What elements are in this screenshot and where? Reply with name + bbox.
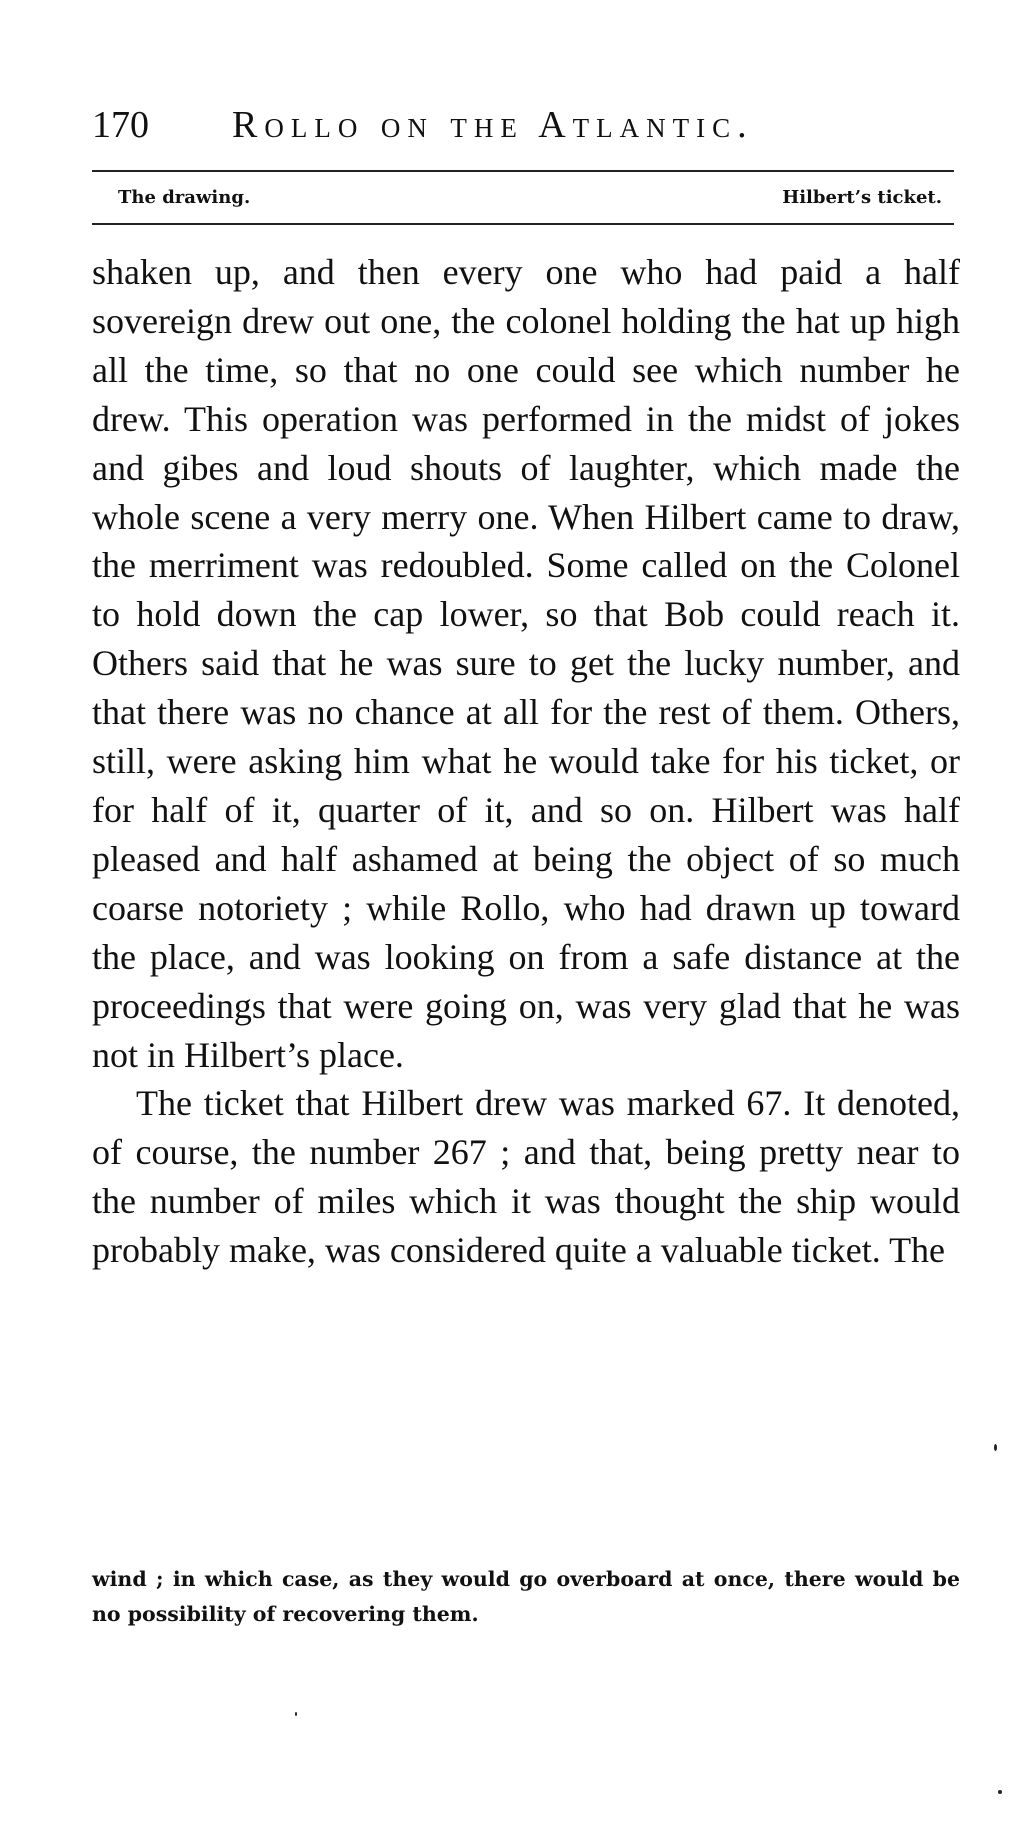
print-speck [994,1444,997,1451]
subhead-left: The drawing. [118,187,251,208]
paragraph-2: The ticket that Hilbert drew was marked 67. It denoted, of course, the number 267 ; and that, being pretty near to the number of miles which it was thought the ship would probably make, was considered quite a valuable ticket. The [92,1083,960,1271]
paragraph-1: shaken up, and then every one who had paid a half sovereign drew out one, the colonel holding the hat up high all the time, so that no one could see which number he drew. This operation was performed in the midst of jokes and gibes and loud shouts of laughter, which made the whole scene a very merry one. When Hilbert came to draw, the merriment was redoubled. Some called on the Colonel to hold down the cap lower, so that Bob could reach it. Others said that he was sure to get the lucky number, and that there was no chance at all for the rest of them. Others, still, were asking him what he would take for his ticket, or for half of it, quarter of it, and so on. Hilbert was half pleased and half ashamed at being the object of so much coarse notoriety ; while Rollo, who had drawn up toward the place, and was looking on from a safe distance at the proceedings that were going on, was very glad that he was not in Hilbert’s place. [92,252,960,1075]
header-rule-bottom [92,223,954,225]
page-number: 170 [92,104,149,146]
header-rule-top [92,170,954,172]
section-subheads [92,178,954,218]
print-speck [998,1790,1002,1794]
footnote: wind ; in which case, as they would go overboard at once, there would be no possibility of recovering them. [92,1567,960,1626]
running-head [92,100,952,160]
book-title: Rollo on the Atlantic. [232,104,754,146]
print-speck [295,1712,297,1716]
subhead-right: Hilbert’s ticket. [782,187,942,208]
body-text [92,248,960,1275]
